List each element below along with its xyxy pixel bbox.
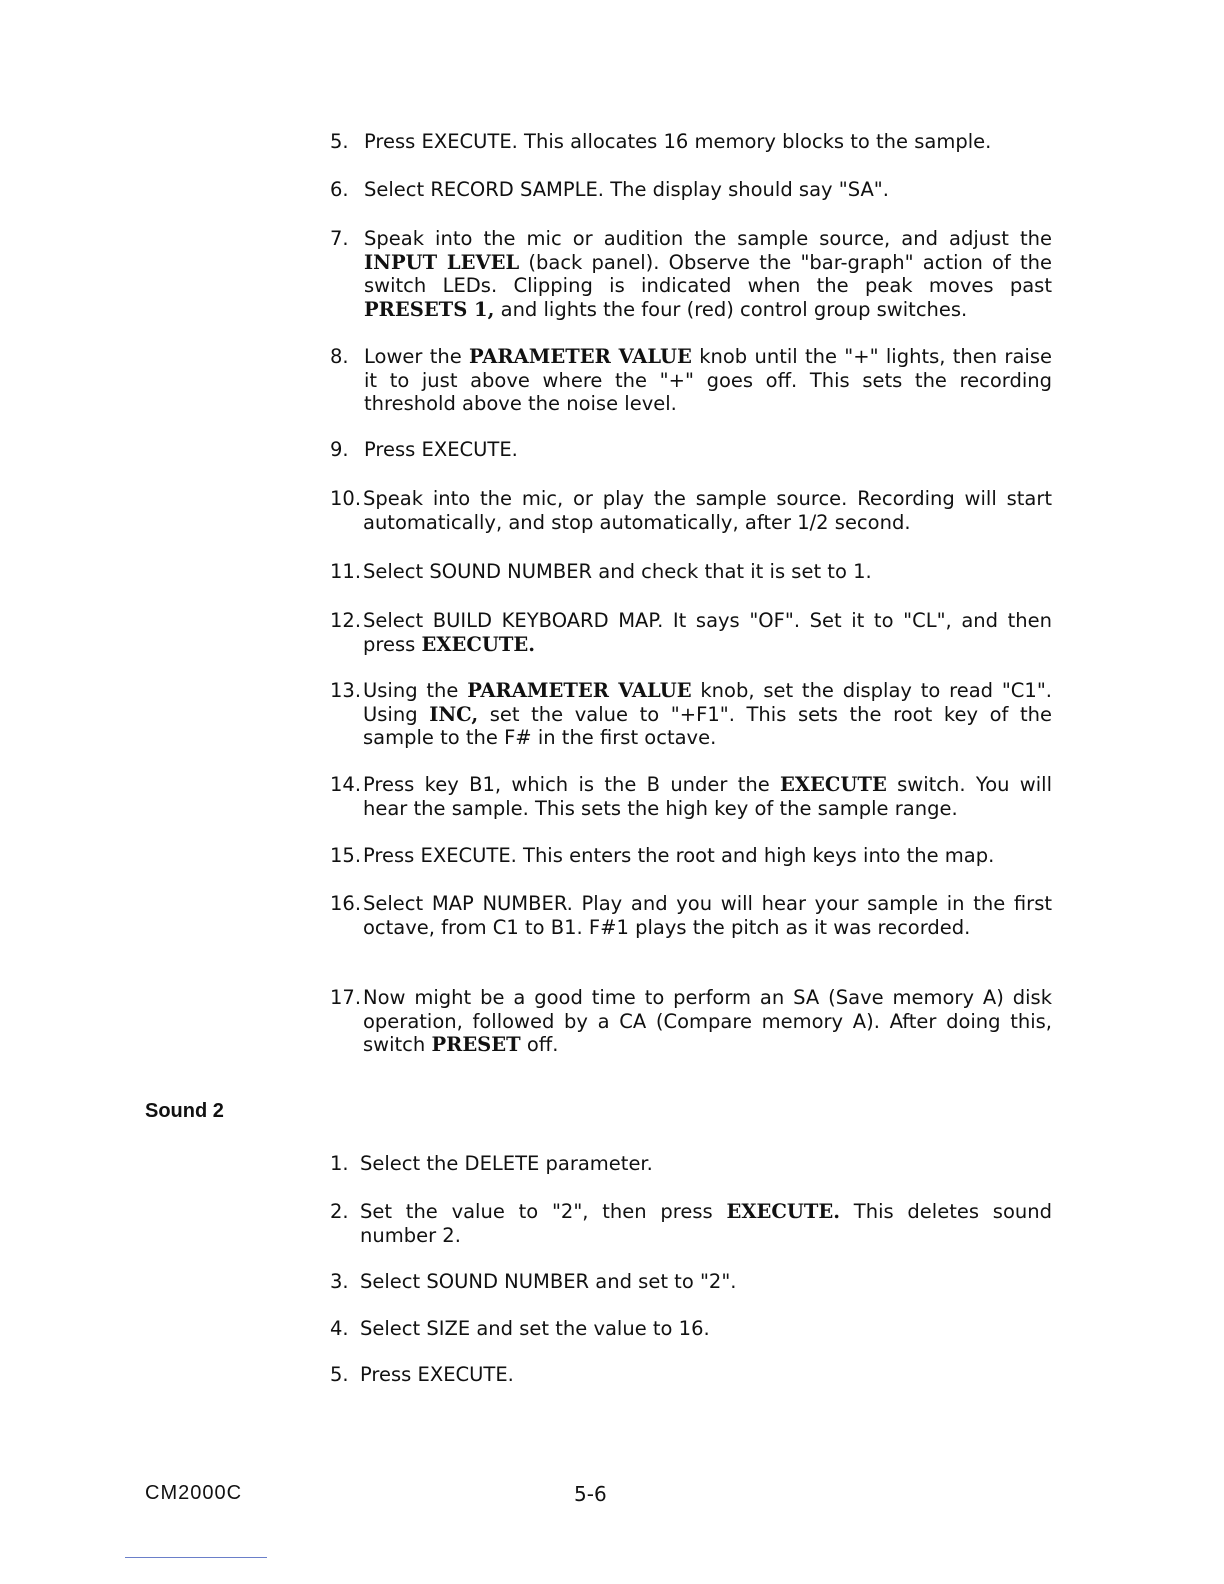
step-number: 17. [330,986,362,1009]
execute-term: EXECUTE. [421,632,536,656]
step-number: 7. [330,227,349,250]
step-number: 3. [330,1270,349,1293]
step-number: 5. [330,130,349,153]
step-text: switch. You will hear the sample. This sets the high key of the sample range. [363,773,1052,820]
step-number: 11. [330,560,362,583]
page-number: 5-6 [574,1482,607,1506]
step-5 [330,130,1052,154]
step-text: Set the value to "2", then press [360,1200,727,1223]
step-16 [330,892,1052,939]
step-8 [330,345,1052,416]
step-text: Press key B1, which is the B under the [363,773,781,796]
preset-term: PRESET [431,1033,521,1056]
inc-term: INC, [429,702,479,726]
step-text: Select RECORD SAMPLE. The display should say "SA". [364,178,889,201]
step-text: Select MAP NUMBER. Play and you will hear your sample in the first octave, from C1 to B1. F#1 plays the pitch as it was recorded. [363,892,1052,939]
step-text: Select SOUND NUMBER and set to "2". [360,1270,737,1293]
step-number: 4. [330,1317,349,1340]
step-text: knob, set the display to read "C1". Using [363,679,1052,726]
step-number: 16. [330,892,362,915]
step-text: Press EXECUTE. This enters the root and high keys into the map. [363,844,995,867]
step-text: Speak into the mic or audition the sample source, and adjust the [364,227,1052,250]
step-text: Select the DELETE parameter. [360,1152,653,1175]
step-number: 9. [330,438,349,461]
step-number: 5. [330,1363,349,1386]
step-number: 6. [330,178,349,201]
document-id: CM2000C [145,1482,243,1504]
step-text: This deletes sound number 2. [360,1200,1052,1247]
step-text: knob until the "+" lights, then raise it to just above where the "+" goes off. This sets the recording threshold above the noise level. [364,345,1052,415]
section-heading-sound-2: Sound 2 [145,1100,224,1122]
step-number: 15. [330,844,362,867]
step-6 [330,178,1052,202]
step-number: 12. [330,609,362,632]
step-text: Using the [363,679,468,702]
step-number: 1. [330,1152,349,1175]
step-text-prefix: Press EXECUTE. [364,130,525,153]
input-level-term: INPUT LEVEL [364,250,520,274]
step-text: Press EXECUTE. [364,438,518,461]
step-17 [330,986,1052,1057]
step-text: Now might be a good time to perform an SA (Save memory A) disk operation, followed by a CA (Compare memory A). After doing this, switch [363,986,1052,1056]
parameter-value-term: PARAMETER VALUE [467,679,692,702]
step-15 [330,844,1052,868]
step-text: Select SOUND NUMBER and check that it is set to 1. [363,560,872,583]
step-text: This allocates 16 memory blocks to the sample. [524,130,992,153]
step-text: set the value to "+F1". This sets the root key of the sample to the F# in the first octave. [363,702,1052,749]
sound2-step-1 [330,1152,1052,1176]
step-10 [330,487,1052,534]
step-12 [330,609,1052,656]
step-number: 13. [330,679,362,702]
footer-rule [125,1557,267,1558]
step-text: (back panel). Observe the "bar-graph" action of the switch LEDs. Clipping is indicated when the peak moves past [364,250,1052,297]
step-text: Select BUILD KEYBOARD MAP. It says "OF". Set it to "CL", and then press [363,609,1052,656]
step-text: and lights the four (red) control group switches. [494,297,968,321]
step-text: Speak into the mic, or play the sample source. Recording will start automatically, and stop automatically, after 1/2 second. [363,487,1052,534]
step-9 [330,438,1052,462]
presets-term: PRESETS 1, [364,297,495,321]
step-number: 2. [330,1200,349,1223]
step-text: Press EXECUTE. [360,1363,514,1386]
step-text: Select SIZE and set the value to 16. [360,1317,710,1340]
step-text: Lower the [364,345,470,368]
sound2-step-4 [330,1317,1052,1341]
step-13 [330,679,1052,750]
step-text: off. [520,1033,559,1056]
step-14 [330,773,1052,820]
step-11 [330,560,1052,584]
sound2-step-2 [330,1200,1052,1247]
step-number: 10. [330,487,362,510]
sound2-step-3 [330,1270,1052,1294]
sound2-step-5 [330,1363,1052,1387]
execute-term: EXECUTE [780,773,887,796]
step-7 [330,227,1052,321]
parameter-value-term: PARAMETER VALUE [469,345,692,368]
execute-term: EXECUTE. [726,1200,841,1223]
step-number: 14. [330,773,362,796]
step-number: 8. [330,345,349,368]
